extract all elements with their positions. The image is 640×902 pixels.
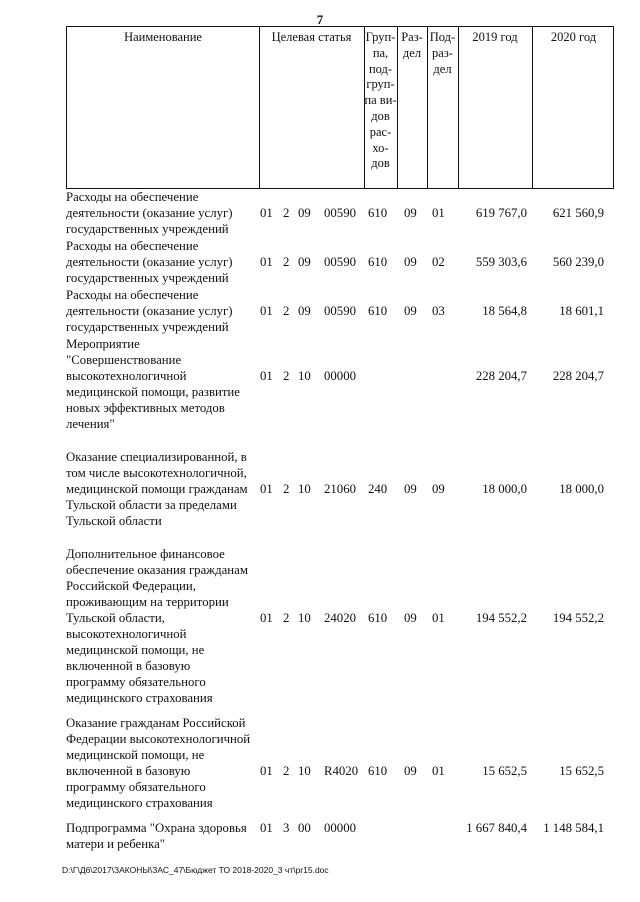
row-name bbox=[66, 820, 258, 852]
code-direction: 3 bbox=[283, 821, 290, 835]
code-item: 09 bbox=[298, 255, 311, 269]
row-name-line: деятельности (оказание услуг) bbox=[66, 255, 233, 269]
code-direction: 2 bbox=[283, 482, 290, 496]
code-item: 09 bbox=[298, 206, 311, 220]
row-name bbox=[66, 238, 258, 286]
code-direction: 2 bbox=[283, 369, 290, 383]
row-name-line: государственных учреждений bbox=[66, 271, 229, 285]
code-section: 01 bbox=[260, 206, 273, 220]
amount-2020: 18 601,1 bbox=[559, 304, 604, 318]
row-name-line: Дополнительное финансовое bbox=[66, 547, 225, 561]
row-name-line: медицинской помощи, развитие bbox=[66, 385, 240, 399]
row-name-line: включенной в базовую bbox=[66, 764, 191, 778]
amount-2019: 194 552,2 bbox=[475, 611, 527, 625]
row-name-line: программу обязательного bbox=[66, 675, 206, 689]
row-name-line: включенной в базовую bbox=[66, 659, 191, 673]
code-item: 10 bbox=[298, 369, 311, 383]
header-target-article: Целевая статья bbox=[271, 30, 352, 44]
code-item: 10 bbox=[298, 611, 311, 625]
row-name-line: медицинского страхования bbox=[66, 796, 213, 810]
row-name-line: Мероприятие bbox=[66, 337, 140, 351]
code-item: 09 bbox=[298, 304, 311, 318]
row-name-line: Российской Федерации, bbox=[66, 579, 196, 593]
section-code: 09 bbox=[404, 304, 417, 318]
page-number: 7 bbox=[316, 12, 324, 27]
code-direction: 2 bbox=[283, 611, 290, 625]
row-name-line: медицинской помощи, не bbox=[66, 643, 205, 657]
section-code: 09 bbox=[404, 764, 417, 778]
expense-group: 610 bbox=[368, 304, 388, 318]
expense-group: 240 bbox=[368, 482, 388, 496]
code-number: 00590 bbox=[324, 206, 356, 220]
code-item: 10 bbox=[298, 764, 311, 778]
section-code: 09 bbox=[404, 206, 417, 220]
amount-2020: 1 148 584,1 bbox=[543, 821, 604, 835]
code-number: 21060 bbox=[324, 482, 356, 496]
amount-2020: 228 204,7 bbox=[552, 369, 604, 383]
expense-group: 610 bbox=[368, 764, 388, 778]
file-path-footer: D:\Г\Д6\2017\ЗАКОНЫ\ЗАС_47\Бюджет ТО 2018-2020_3 чт\pr15.doc bbox=[62, 865, 329, 875]
row-name-line: проживающим на территории bbox=[66, 595, 229, 609]
section-code: 09 bbox=[404, 611, 417, 625]
amount-2019: 18 000,0 bbox=[482, 482, 527, 496]
row-name-line: медицинского страхования bbox=[66, 691, 213, 705]
code-number: 00590 bbox=[324, 255, 356, 269]
row-name-line: программу обязательного bbox=[66, 780, 206, 794]
row-name bbox=[66, 336, 258, 432]
row-name-line: высокотехнологичной bbox=[66, 627, 187, 641]
code-section: 01 bbox=[260, 821, 273, 835]
code-number: R4020 bbox=[324, 764, 359, 778]
code-section: 01 bbox=[260, 304, 273, 318]
row-name-line: Расходы на обеспечение bbox=[66, 288, 199, 302]
row-name-line: лечения" bbox=[66, 417, 115, 431]
header-group: Груп- па, под- груп- па ви- дов рас- хо- дов bbox=[364, 30, 397, 171]
row-name-line: новых эффективных методов bbox=[66, 401, 225, 415]
row-name bbox=[66, 287, 258, 335]
header-year-2020: 2020 год bbox=[550, 30, 597, 44]
header-subsection: Под- раз- дел bbox=[429, 30, 456, 76]
amount-2019: 619 767,0 bbox=[475, 206, 527, 220]
subsection-code: 01 bbox=[432, 764, 445, 778]
table-header bbox=[66, 26, 614, 189]
row-name-line: высокотехнологичной bbox=[66, 369, 187, 383]
subsection-code: 09 bbox=[432, 482, 445, 496]
expense-group: 610 bbox=[368, 206, 388, 220]
row-name bbox=[66, 546, 258, 706]
subsection-code: 01 bbox=[432, 611, 445, 625]
row-name-line: Расходы на обеспечение bbox=[66, 239, 199, 253]
row-name-line: деятельности (оказание услуг) bbox=[66, 206, 233, 220]
row-name-line: медицинской помощи гражданам bbox=[66, 482, 248, 496]
expense-group: 610 bbox=[368, 255, 388, 269]
row-name-line: Тульской области bbox=[66, 514, 162, 528]
amount-2019: 15 652,5 bbox=[482, 764, 527, 778]
row-name bbox=[66, 189, 258, 237]
code-number: 00000 bbox=[324, 369, 356, 383]
section-code: 09 bbox=[404, 255, 417, 269]
header-name: Наименование bbox=[124, 30, 202, 44]
row-name-line: Оказание специализированной, в bbox=[66, 450, 247, 464]
code-section: 01 bbox=[260, 611, 273, 625]
header-year-2019: 2019 год bbox=[472, 30, 518, 44]
row-name-line: Подпрограмма "Охрана здоровья bbox=[66, 821, 247, 835]
row-name-line: том числе высокотехнологичной, bbox=[66, 466, 247, 480]
code-item: 00 bbox=[298, 821, 311, 835]
row-name-line: матери и ребенка" bbox=[66, 837, 166, 851]
row-name-line: государственных учреждений bbox=[66, 222, 229, 236]
amount-2019: 18 564,8 bbox=[482, 304, 527, 318]
amount-2020: 194 552,2 bbox=[552, 611, 604, 625]
code-number: 00590 bbox=[324, 304, 356, 318]
amount-2019: 228 204,7 bbox=[475, 369, 527, 383]
amount-2020: 18 000,0 bbox=[559, 482, 604, 496]
row-name-line: государственных учреждений bbox=[66, 320, 229, 334]
subsection-code: 03 bbox=[432, 304, 445, 318]
row-name bbox=[66, 449, 258, 529]
code-direction: 2 bbox=[283, 206, 290, 220]
amount-2020: 621 560,9 bbox=[552, 206, 604, 220]
amount-2019: 1 667 840,4 bbox=[466, 821, 527, 835]
row-name-line: Расходы на обеспечение bbox=[66, 190, 199, 204]
amount-2020: 15 652,5 bbox=[559, 764, 604, 778]
expense-group: 610 bbox=[368, 611, 388, 625]
subsection-code: 02 bbox=[432, 255, 445, 269]
row-name-line: Тульской области, bbox=[66, 611, 165, 625]
row-name-line: деятельности (оказание услуг) bbox=[66, 304, 233, 318]
row-name-line: медицинской помощи, не bbox=[66, 748, 205, 762]
amount-2020: 560 239,0 bbox=[552, 255, 604, 269]
amount-2019: 559 303,6 bbox=[475, 255, 527, 269]
code-section: 01 bbox=[260, 255, 273, 269]
header-section: Раз- дел bbox=[401, 30, 423, 60]
row-name-line: Оказание гражданам Российской bbox=[66, 716, 246, 730]
subsection-code: 01 bbox=[432, 206, 445, 220]
code-item: 10 bbox=[298, 482, 311, 496]
code-direction: 2 bbox=[283, 304, 290, 318]
code-section: 01 bbox=[260, 482, 273, 496]
row-name bbox=[66, 715, 258, 811]
row-name-line: обеспечение оказания гражданам bbox=[66, 563, 248, 577]
code-section: 01 bbox=[260, 369, 273, 383]
code-direction: 2 bbox=[283, 255, 290, 269]
code-number: 24020 bbox=[324, 611, 356, 625]
row-name-line: "Совершенствование bbox=[66, 353, 182, 367]
code-number: 00000 bbox=[324, 821, 356, 835]
section-code: 09 bbox=[404, 482, 417, 496]
row-name-line: Федерации высокотехнологичной bbox=[66, 732, 251, 746]
row-name-line: Тульской области за пределами bbox=[66, 498, 237, 512]
code-section: 01 bbox=[260, 764, 273, 778]
code-direction: 2 bbox=[283, 764, 290, 778]
